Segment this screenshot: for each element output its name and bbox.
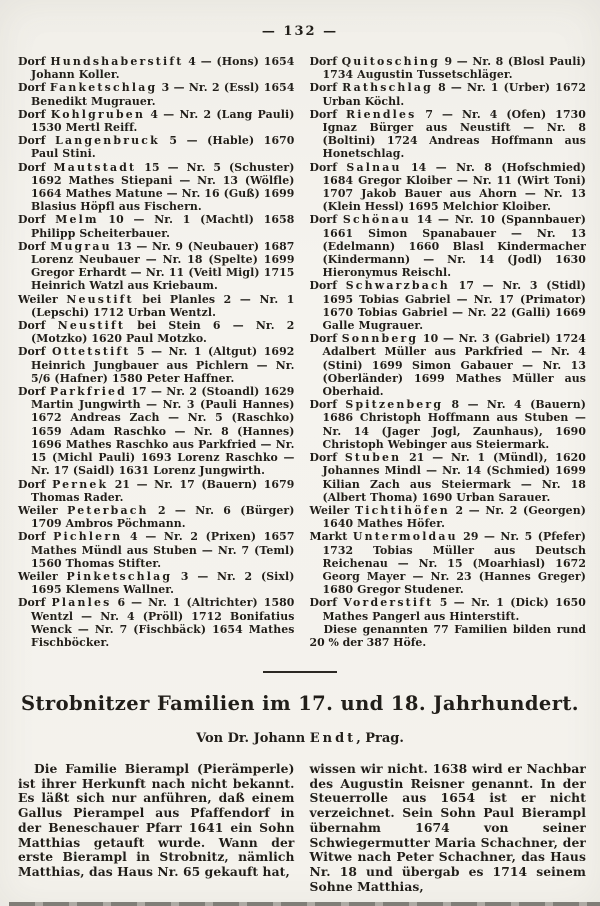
entry-village-name: Melm <box>55 213 99 227</box>
entry-details: 15 — Nr. 5 (Schuster) 1692 Mathes Stiepani — Nr. 13 (Wölfle) 1664 Mathes Matune — Nr. 16 (Guß) 1699 Blasius Höpfl aus Fischern. <box>31 160 295 214</box>
entry-details: 10 — Nr. 1 (Machtl) 1658 Philipp Scheiterbauer. <box>31 213 295 240</box>
village-entry <box>310 504 587 530</box>
entry-village-name: Fanketschlag <box>49 81 158 95</box>
entry-village-name: Stuben <box>344 451 402 465</box>
village-entry <box>18 81 295 107</box>
village-list-section <box>18 55 586 649</box>
village-entry <box>18 504 295 530</box>
entry-details: 8 — Nr. 1 (Urber) 1672 Urban Köchl. <box>322 81 586 108</box>
entry-village-name: Rathschlag <box>342 81 433 95</box>
entry-type-label: Dorf <box>309 55 338 68</box>
entry-village-name: Untermoldau <box>352 530 458 544</box>
village-list-right-entries <box>310 55 587 623</box>
entry-village-name: Ottetstift <box>52 345 131 359</box>
village-entry <box>310 81 587 107</box>
article-right-paragraph: wissen wir nicht. 1638 wird er Nachbar des Augustin Reisner genannt. In der Steuerrolle aus 1654 ist er nicht verzeichnet. Sein Sohn Paul Bierampl übernahm 1674 von seiner Schwiegermutter Maria Schachner, der Witwe nach Peter Schachner, das Haus Nr. 18 und übergab es 1714 seinem Sohne Matthias, <box>309 761 586 894</box>
entry-village-name: Neustift <box>66 292 134 306</box>
entry-type-label: Markt <box>309 530 348 544</box>
entry-type-label: Dorf <box>18 107 46 121</box>
village-entry <box>310 451 587 504</box>
article-left-paragraph: Die Familie Bierampl (Pierämperle) ist ihrer Herkunft nach nicht bekannt. Es läßt sich nur anführen, daß einem Gallus Pierampel aus Pfaffendorf in der Beneschauer Pfarr 1641 ein Sohn Matthias getauft wurde. Wann der erste Bierampl in Strobnitz, nämlich Matthias, das Haus Nr. 65 gekauft hat, <box>18 761 295 879</box>
byline-prefix: Von Dr. Johann <box>196 731 306 746</box>
article-title: Strobnitzer Familien im 17. und 18. Jahrhundert. <box>21 692 579 715</box>
entry-details: 3 — Nr. 2 (Sixl) 1695 Klemens Wallner. <box>31 569 295 597</box>
entry-type-label: Dorf <box>309 332 338 346</box>
village-entry <box>310 398 587 451</box>
entry-village-name: Parkfried <box>49 385 127 399</box>
entry-details: 21 — Nr. 1 (Mündl), 1620 Johannes Mindl — Nr. 14 (Schmied) 1699 Kilian Zach aus Steiermark — Nr. 18 (Albert Thoma) 1690 Urban Sarauer. <box>322 451 586 504</box>
village-entry <box>310 279 587 332</box>
entry-details: bei Stein 6 — Nr. 2 (Motzko) 1620 Paul Motzko. <box>31 319 295 346</box>
scan-artifact-bottom-bar <box>9 902 600 906</box>
entry-village-name: Schönau <box>342 213 411 227</box>
village-entry <box>18 161 295 214</box>
byline-suffix: , Prag. <box>356 731 404 746</box>
village-entry <box>18 385 295 477</box>
article-body <box>18 762 586 894</box>
entry-details: 4 — Nr. 2 (Lang Pauli) 1530 Mertl Reiff. <box>31 107 295 135</box>
entry-village-name: Quitosching <box>341 55 440 68</box>
village-list-left-column <box>18 55 295 649</box>
entry-village-name: Kohlgruben <box>50 107 146 121</box>
entry-village-name: Neustift <box>57 319 126 333</box>
village-list-right-column <box>310 55 587 649</box>
village-entry <box>18 596 295 649</box>
entry-type-label: Dorf <box>18 596 46 610</box>
village-entry <box>310 213 587 279</box>
entry-details: 2 — Nr. 2 (Georgen) 1640 Mathes Höfer. <box>322 503 586 531</box>
page-number: — 132 — <box>261 24 339 39</box>
entry-village-name: Pinketschlag <box>66 569 173 583</box>
entry-details: 17 — Nr. 2 (Stoandl) 1629 Martin Jungwirth — Nr. 3 (Pauli Hannes) 1672 Andreas Zach — Nr. 5 (Raschko) 1659 Adam Raschko — Nr. 8 (Hannes) 1696 Mathes Raschko aus Parkfried — Nr. 15 (Michl Pauli) 1693 Lorenz Raschko — Nr. 17 (Saidl) 1631 Lorenz Jungwirth. <box>31 385 295 478</box>
entry-village-name: Pichlern <box>53 530 123 544</box>
village-entry <box>310 596 587 622</box>
entry-type-label: Dorf <box>18 345 46 359</box>
entry-village-name: Langenbruck <box>55 134 160 148</box>
byline-author-name: Endt <box>309 731 357 746</box>
entry-village-name: Mautstadt <box>53 160 137 174</box>
entry-type-label: Dorf <box>18 213 46 227</box>
entry-village-name: Hundshaberstift <box>50 55 184 68</box>
village-entry <box>18 345 295 385</box>
village-entry <box>18 293 295 319</box>
entry-details: 2 — Nr. 6 (Bürger) 1709 Ambros Pöchmann. <box>31 503 295 531</box>
entry-type-label: Dorf <box>309 451 338 465</box>
village-entry <box>310 161 587 214</box>
entry-village-name: Mugrau <box>50 239 112 253</box>
village-entry <box>310 530 587 596</box>
entry-type-label: Dorf <box>309 596 338 610</box>
article-byline <box>0 731 600 746</box>
entry-village-name: Planles <box>51 596 112 610</box>
entry-village-name: Peterbach <box>67 503 149 517</box>
entry-type-label: Weiler <box>18 569 58 583</box>
entry-details: 13 — Nr. 9 (Neubauer) 1687 Lorenz Neubauer — Nr. 18 (Spelte) 1699 Gregor Erhardt — Nr. 11 (Veitl Migl) 1715 Heinrich Watzl aus Kriebaum. <box>31 239 295 293</box>
entry-details: 17 — Nr. 3 (Stidl) 1695 Tobias Gabriel — Nr. 17 (Primator) 1670 Tobias Gabriel — Nr. 22 (Galli) 1669 Galle Mugrauer. <box>322 279 586 333</box>
entry-type-label: Dorf <box>309 160 338 174</box>
village-entry <box>18 319 295 345</box>
entry-details: 4 — (Hons) 1654 Johann Koller. <box>31 55 295 82</box>
entry-type-label: Dorf <box>18 385 46 399</box>
entry-village-name: Sonnberg <box>341 332 419 346</box>
entry-type-label: Weiler <box>18 292 58 306</box>
entry-village-name: Salnau <box>346 160 402 174</box>
entry-details: 29 — Nr. 5 (Pfefer) 1732 Tobias Müller aus Deutsch Reichenau — Nr. 15 (Moarhiasl) 1672 Georg Mayer — Nr. 23 (Hannes Greger) 1680 Gregor Studener. <box>322 530 586 597</box>
village-entry <box>18 213 295 239</box>
entry-details: 14 — Nr. 10 (Spannbauer) 1661 Simon Spanabauer — Nr. 13 (Edelmann) 1660 Blasl Kindermacher (Kindermann) — Nr. 14 (Jodl) 1630 Hieronymus Reischl. <box>322 213 586 280</box>
entry-details: 6 — Nr. 1 (Altrichter) 1580 Wentzl — Nr. 4 (Pröll) 1712 Bonifatius Wenck — Nr. 7 (Fischbäck) 1654 Mathes Fischböcker. <box>31 596 295 649</box>
entry-type-label: Dorf <box>18 319 46 333</box>
entry-details: 9 — Nr. 8 (Blosl Pauli) 1734 Augustin Tussetschläger. <box>322 55 586 82</box>
entry-details: 7 — Nr. 4 (Ofen) 1730 Ignaz Bürger aus Neustift — Nr. 8 (Boltini) 1724 Andreas Hoffmann aus Honetschlag. <box>322 107 586 161</box>
village-entry <box>18 478 295 504</box>
entry-village-name: Tichtihöfen <box>354 503 450 517</box>
village-entry <box>18 530 295 570</box>
entry-details: 5 — Nr. 1 (Altgut) 1692 Heinrich Jungbauer aus Pichlern — Nr. 5/6 (Hafner) 1580 Peter Haffner. <box>31 345 295 385</box>
entry-village-name: Pernek <box>52 477 109 491</box>
entry-type-label: Dorf <box>18 530 46 544</box>
village-entry <box>310 332 587 398</box>
entry-details: 14 — Nr. 8 (Hofschmied) 1684 Gregor Kloiber — Nr. 11 (Wirt Toni) 1707 Jakob Bauer aus Ahorn — Nr. 13 (Klein Hessl) 1695 Melchior Kloiber. <box>322 160 586 214</box>
entry-type-label: Dorf <box>309 398 338 412</box>
entry-type-label: Dorf <box>309 213 338 227</box>
entry-details: 8 — Nr. 4 (Bauern) 1686 Christoph Hoffmann aus Stuben — Nr. 14 (Jager Jogl, Zaunhaus), 1690 Christoph Webinger aus Steiermark. <box>322 398 586 451</box>
entry-details: 21 — Nr. 17 (Bauern) 1679 Thomas Rader. <box>31 477 295 504</box>
entry-village-name: Schwarzbach <box>345 279 450 293</box>
entry-details: 10 — Nr. 3 (Gabriel) 1724 Adalbert Müller aus Parkfried — Nr. 4 (Stini) 1699 Simon Gabauer — Nr. 13 (Oberländer) 1699 Mathes Müller aus Oberhaid. <box>322 332 586 399</box>
entry-type-label: Dorf <box>309 279 338 293</box>
entry-details: 4 — Nr. 2 (Prixen) 1657 Mathes Mündl aus Stuben — Nr. 7 (Teml) 1560 Thomas Stifter. <box>31 530 295 570</box>
entry-details: 5 — Nr. 1 (Dick) 1650 Mathes Pangerl aus Hinterstift. <box>322 596 586 623</box>
entry-type-label: Weiler <box>309 503 350 517</box>
entry-type-label: Dorf <box>309 107 338 121</box>
village-entry <box>18 570 295 596</box>
entry-type-label: Dorf <box>18 55 46 68</box>
entry-village-name: Spitzenberg <box>345 398 444 412</box>
entry-type-label: Dorf <box>18 477 46 491</box>
village-entry <box>18 134 295 160</box>
entry-details: bei Planles 2 — Nr. 1 (Lepschi) 1712 Urban Wentzl. <box>31 292 295 319</box>
entry-type-label: Dorf <box>309 81 338 95</box>
entry-type-label: Dorf <box>18 160 46 174</box>
village-entry <box>18 55 295 81</box>
village-entry <box>18 240 295 293</box>
families-summary-note: Diese genannten 77 Familien bilden rund 20 % der 387 Höfe. <box>309 622 586 649</box>
section-divider-rule <box>263 671 337 673</box>
entry-type-label: Dorf <box>18 239 46 253</box>
entry-details: 3 — Nr. 2 (Essl) 1654 Benedikt Mugrauer. <box>31 81 295 108</box>
village-entry <box>310 108 587 161</box>
entry-village-name: Vorderstift <box>343 596 434 610</box>
entry-details: 5 — (Hable) 1670 Paul Stini. <box>31 134 295 161</box>
village-entry <box>18 108 295 134</box>
village-entry <box>310 55 587 81</box>
entry-type-label: Weiler <box>18 503 58 517</box>
entry-type-label: Dorf <box>18 81 46 95</box>
entry-village-name: Riendles <box>346 107 417 121</box>
entry-type-label: Dorf <box>18 134 46 148</box>
